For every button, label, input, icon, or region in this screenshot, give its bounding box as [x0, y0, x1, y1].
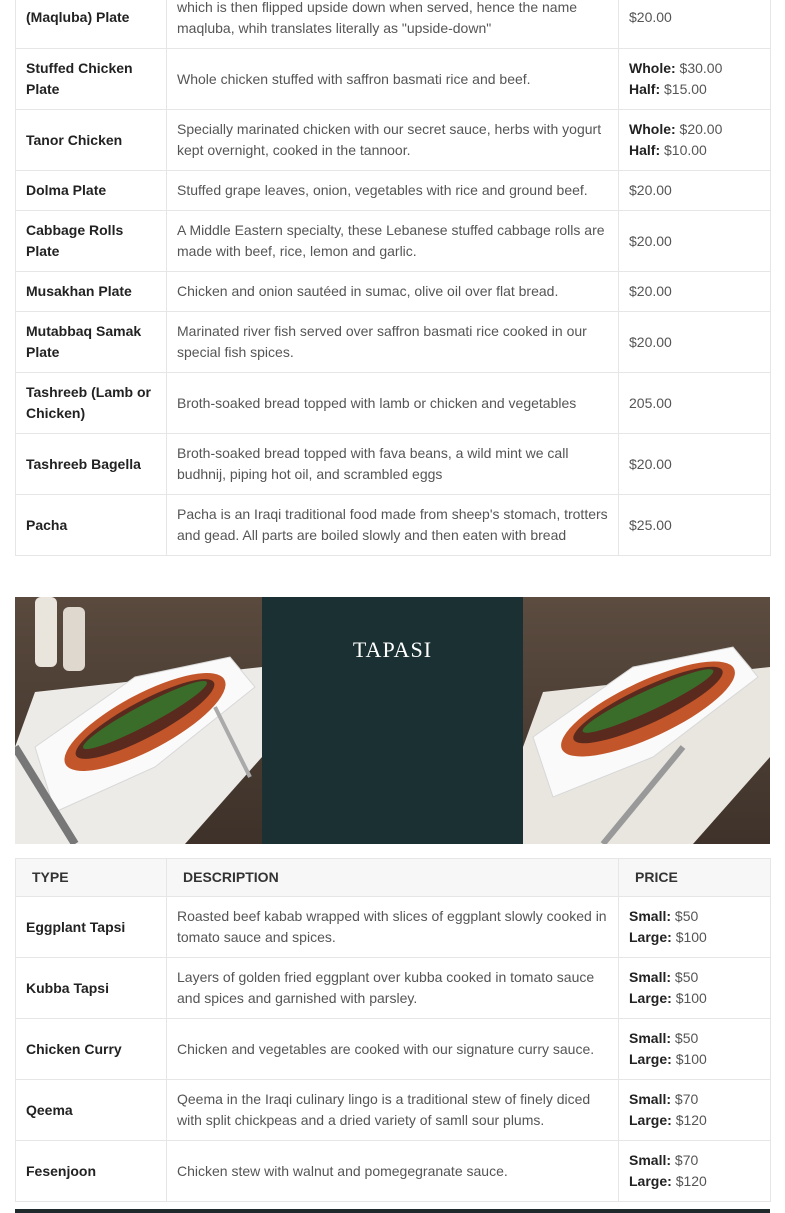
table-row: [16, 495, 771, 556]
table-row: [16, 272, 771, 312]
price-value: $50: [674, 1030, 699, 1046]
dish-description: Broth-soaked bread topped with fava beans, a wild mint we call budhnij, piping hot oil, and scrambled eggs: [167, 434, 619, 495]
dish-price: [619, 958, 771, 1019]
dish-price: [619, 1080, 771, 1141]
table-row: [16, 1141, 771, 1202]
dish-name: Tashreeb Bagella: [16, 434, 167, 495]
price-size-label: Small:: [629, 969, 672, 985]
price-size-label: Half:: [629, 81, 661, 97]
dish-description: Qeema in the Iraqi culinary lingo is a traditional stew of finely diced with split chickpeas and a dried variety of samll sour plums.: [167, 1080, 619, 1141]
price-line: [629, 180, 760, 201]
dish-description: Stuffed grape leaves, onion, vegetables with rice and ground beef.: [167, 171, 619, 211]
price-value: $50: [674, 969, 699, 985]
header-price: PRICE: [619, 859, 771, 897]
price-size-label: Small:: [629, 1030, 672, 1046]
tapasi-banner: [15, 597, 770, 844]
dish-name: Kubba Tapsi: [16, 958, 167, 1019]
price-line: [629, 1150, 760, 1171]
dish-price: [619, 49, 771, 110]
price-value: $120: [675, 1112, 707, 1128]
dish-price: [619, 495, 771, 556]
price-value: $20.00: [629, 283, 672, 299]
price-line: [629, 332, 760, 353]
price-value: $70: [674, 1152, 699, 1168]
price-value: $15.00: [664, 81, 707, 97]
dish-name: Cabbage Rolls Plate: [16, 211, 167, 272]
dish-description: Roasted beef kabab wrapped with slices of eggplant slowly cooked in tomato sauce and spices.: [167, 897, 619, 958]
table-header-row: [16, 859, 771, 897]
tapasi-title: TAPASI: [352, 637, 433, 662]
table-row: [16, 434, 771, 495]
dish-price: [619, 897, 771, 958]
price-line: [629, 988, 760, 1009]
dish-price: [619, 373, 771, 434]
dish-description: which is then flipped upside down when served, hence the name maqluba, whih translates literally as "upside-down": [167, 0, 619, 49]
dish-description: Chicken and vegetables are cooked with our signature curry sauce.: [167, 1019, 619, 1080]
price-value: $100: [675, 929, 707, 945]
dish-name: (Maqluba) Plate: [16, 0, 167, 49]
price-line: [629, 1049, 760, 1070]
price-value: $50: [674, 908, 699, 924]
price-line: [629, 1089, 760, 1110]
section-divider: [15, 1209, 770, 1213]
price-value: $20.00: [629, 455, 672, 472]
dish-price: [619, 1019, 771, 1080]
price-value: $70: [674, 1091, 699, 1107]
price-line: [629, 1171, 760, 1192]
dish-description: Chicken stew with walnut and pomegegranate sauce.: [167, 1141, 619, 1202]
dish-name: Musakhan Plate: [16, 272, 167, 312]
dish-description: Whole chicken stuffed with saffron basmati rice and beef.: [167, 49, 619, 110]
price-size-label: Whole:: [629, 121, 676, 137]
header-description: DESCRIPTION: [167, 859, 619, 897]
price-value: $20.00: [679, 121, 723, 137]
price-line: [629, 454, 760, 475]
price-size-label: Half:: [629, 142, 661, 158]
price-line: [629, 79, 760, 100]
price-line: [629, 1028, 760, 1049]
price-value: $100: [675, 990, 707, 1006]
price-value: $20.00: [629, 232, 672, 249]
price-value: $20.00: [629, 333, 672, 350]
dish-price: [619, 1141, 771, 1202]
dish-price: [619, 312, 771, 373]
dish-price: [619, 0, 771, 49]
table-row: [16, 373, 771, 434]
price-value: 205.00: [629, 394, 672, 411]
dish-name: Fesenjoon: [16, 1141, 167, 1202]
dish-name: Chicken Curry: [16, 1019, 167, 1080]
dish-description: A Middle Eastern specialty, these Lebanese stuffed cabbage rolls are made with beef, rice, lemon and garlic.: [167, 211, 619, 272]
table-row: [16, 211, 771, 272]
price-size-label: Large:: [629, 1173, 672, 1189]
dish-name: Mutabbaq Samak Plate: [16, 312, 167, 373]
price-size-label: Small:: [629, 1091, 672, 1107]
dish-price: [619, 110, 771, 171]
price-line: [629, 231, 760, 252]
price-line: [629, 7, 760, 28]
dish-name: Tashreeb (Lamb or Chicken): [16, 373, 167, 434]
table-row: [16, 110, 771, 171]
table-row: [16, 1080, 771, 1141]
table-row: [16, 0, 771, 49]
price-line: [629, 967, 760, 988]
price-value: $25.00: [629, 516, 672, 533]
eggplant-dish-photo-left: [15, 597, 262, 844]
price-line: [629, 906, 760, 927]
table-row: [16, 49, 771, 110]
dish-description: Broth-soaked bread topped with lamb or chicken and vegetables: [167, 373, 619, 434]
price-line: [629, 281, 760, 302]
dish-name: Tanor Chicken: [16, 110, 167, 171]
table-row: [16, 312, 771, 373]
price-value: $20.00: [629, 9, 672, 25]
table-row: [16, 171, 771, 211]
dish-description: Chicken and onion sautéed in sumac, olive oil over flat bread.: [167, 272, 619, 312]
dish-description: Layers of golden fried eggplant over kubba cooked in tomato sauce and spices and garnished with parsley.: [167, 958, 619, 1019]
header-type: TYPE: [16, 859, 167, 897]
price-value: $120: [675, 1173, 707, 1189]
dish-name: Eggplant Tapsi: [16, 897, 167, 958]
price-line: [629, 515, 760, 536]
price-value: $100: [675, 1051, 707, 1067]
dish-name: Stuffed Chicken Plate: [16, 49, 167, 110]
dish-description: Specially marinated chicken with our secret sauce, herbs with yogurt kept overnight, cooked in the tannoor.: [167, 110, 619, 171]
dish-description: Pacha is an Iraqi traditional food made from sheep's stomach, trotters and gead. All parts are boiled slowly and then eaten with bread: [167, 495, 619, 556]
table-row: [16, 1019, 771, 1080]
price-size-label: Large:: [629, 1051, 672, 1067]
main-dishes-table: [15, 0, 770, 556]
dish-price: [619, 171, 771, 211]
dish-price: [619, 434, 771, 495]
price-line: [629, 58, 760, 79]
price-size-label: Small:: [629, 1152, 672, 1168]
dish-name: Pacha: [16, 495, 167, 556]
price-value: $10.00: [664, 142, 707, 158]
eggplant-dish-photo-right: [523, 597, 770, 844]
price-size-label: Large:: [629, 990, 672, 1006]
price-size-label: Whole:: [629, 60, 676, 76]
price-line: [629, 140, 760, 161]
price-line: [629, 1110, 760, 1131]
price-line: [629, 927, 760, 948]
dish-name: Dolma Plate: [16, 171, 167, 211]
price-size-label: Large:: [629, 929, 672, 945]
tapasi-table: [15, 858, 770, 1202]
dish-price: [619, 272, 771, 312]
price-line: [629, 393, 760, 414]
table-row: [16, 958, 771, 1019]
table-row: [16, 897, 771, 958]
dish-price: [619, 211, 771, 272]
price-size-label: Large:: [629, 1112, 672, 1128]
dish-description: Marinated river fish served over saffron basmati rice cooked in our special fish spices.: [167, 312, 619, 373]
price-size-label: Small:: [629, 908, 672, 924]
dish-name: Qeema: [16, 1080, 167, 1141]
price-value: $20.00: [629, 182, 672, 198]
price-value: $30.00: [679, 60, 723, 76]
tapasi-title-panel: [262, 597, 523, 844]
price-line: [629, 119, 760, 140]
